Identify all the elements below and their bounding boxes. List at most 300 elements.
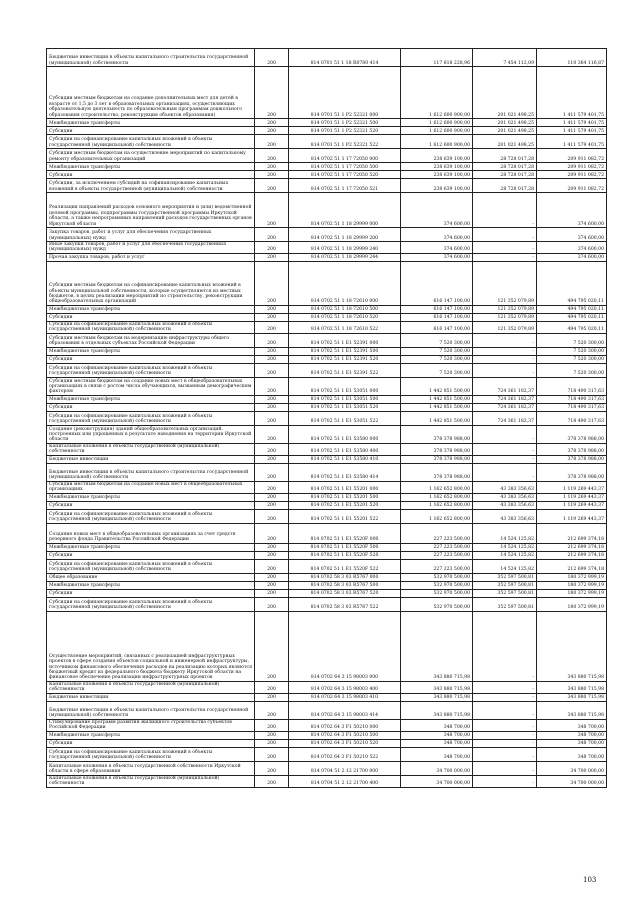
row-unexecuted-amount-cell: 212 699 374,18: [537, 543, 607, 551]
row-executed-amount-cell: -: [473, 455, 537, 463]
row-executed-amount-cell: 121 352 079,89: [473, 261, 537, 305]
row-approved-amount-cell: 348 700,00: [401, 747, 473, 761]
row-classification-code-cell: 814 0702 58 3 03 R5767 500: [289, 581, 401, 589]
table-row: [47, 228, 607, 242]
row-unexecuted-amount-cell: 718 490 317,63: [537, 403, 607, 411]
row-unexecuted-amount-cell: 718 490 317,63: [537, 411, 607, 425]
row-approved-amount-cell: 238 639 100,00: [401, 171, 473, 179]
row-line-code-cell: 200: [255, 149, 289, 163]
row-name-cell: Субсидии на софинансирование капитальных вложений в объекты государственной (муниципальной) собственности: [47, 363, 255, 377]
row-line-code-cell: 200: [255, 611, 289, 681]
row-name-cell: Субсидии: [47, 403, 255, 411]
table-row: [47, 127, 607, 135]
row-classification-code-cell: 814 0702 51 1 18 72610 520: [289, 313, 401, 321]
row-classification-code-cell: 814 0701 51 1 18 R0780 414: [289, 49, 401, 67]
row-approved-amount-cell: 532 970 500,00: [401, 597, 473, 611]
row-classification-code-cell: 814 0702 51 1 18 29999 244: [289, 253, 401, 261]
row-executed-amount-cell: -: [473, 739, 537, 747]
row-executed-amount-cell: 724 361 182,37: [473, 377, 537, 395]
row-name-cell: Бюджетные инвестиции в объекты капитального строительства государственной (муниципальной) собственности: [47, 701, 255, 719]
row-classification-code-cell: 814 0702 51 1 18 29999 000: [289, 193, 401, 228]
row-line-code-cell: 200: [255, 355, 289, 363]
row-approved-amount-cell: 238 639 100,00: [401, 179, 473, 193]
row-name-cell: Субсидии: [47, 171, 255, 179]
row-classification-code-cell: 814 0702 64 3 15 98003 400: [289, 681, 401, 693]
row-classification-code-cell: 814 0702 51 1 17 72050 521: [289, 179, 401, 193]
table-row: [47, 411, 607, 425]
row-classification-code-cell: 814 0702 51 1 E1 53580 400: [289, 443, 401, 455]
row-approved-amount-cell: 348 700,00: [401, 731, 473, 739]
table-row: [47, 573, 607, 581]
row-unexecuted-amount-cell: 378 378 988,00: [537, 463, 607, 481]
table-row: [47, 425, 607, 443]
row-executed-amount-cell: -: [473, 253, 537, 261]
row-name-cell: Бюджетные инвестиции в объекты капитального строительства государственной (муниципальной) собственности: [47, 49, 255, 67]
row-unexecuted-amount-cell: 1 119 269 443,37: [537, 509, 607, 523]
row-unexecuted-amount-cell: 374 600,00: [537, 253, 607, 261]
row-executed-amount-cell: 28 728 017,28: [473, 171, 537, 179]
table-row: [47, 559, 607, 573]
row-name-cell: Стимулирование программ развития жилищного строительства субъектов Российской Федерации: [47, 719, 255, 731]
row-line-code-cell: 200: [255, 581, 289, 589]
row-executed-amount-cell: 724 361 182,37: [473, 395, 537, 403]
row-classification-code-cell: 814 0702 51 1 E1 52391 520: [289, 355, 401, 363]
row-approved-amount-cell: 1 612 600 900,00: [401, 127, 473, 135]
table-row: [47, 67, 607, 119]
row-name-cell: Субсидии: [47, 739, 255, 747]
row-name-cell: Субсидии на софинансирование капитальных вложений в объекты государственной (муниципальной) собственности: [47, 559, 255, 573]
row-name-cell: Межбюджетные трансферты: [47, 347, 255, 355]
row-executed-amount-cell: 724 361 182,37: [473, 411, 537, 425]
table-row: [47, 501, 607, 509]
row-classification-code-cell: 814 0702 51 1 E1 55201 000: [289, 481, 401, 493]
row-executed-amount-cell: 352 597 500,81: [473, 589, 537, 597]
row-classification-code-cell: 814 0702 58 3 03 R5767 520: [289, 589, 401, 597]
row-classification-code-cell: 814 0702 51 1 E1 53051 522: [289, 411, 401, 425]
row-unexecuted-amount-cell: 7 520 300,00: [537, 355, 607, 363]
row-unexecuted-amount-cell: 348 700,00: [537, 731, 607, 739]
table-row: [47, 313, 607, 321]
row-name-cell: Субсидии: [47, 355, 255, 363]
table-row: [47, 171, 607, 179]
table-row: [47, 719, 607, 731]
row-approved-amount-cell: 34 700 000,00: [401, 761, 473, 775]
row-unexecuted-amount-cell: 494 795 020,11: [537, 313, 607, 321]
row-unexecuted-amount-cell: 110 364 116,87: [537, 49, 607, 67]
table-row: [47, 193, 607, 228]
row-line-code-cell: 200: [255, 589, 289, 597]
row-executed-amount-cell: 28 728 017,28: [473, 179, 537, 193]
table-row: [47, 611, 607, 681]
row-name-cell: Межбюджетные трансферты: [47, 305, 255, 313]
row-classification-code-cell: 814 0701 51 1 P2 52321 000: [289, 67, 401, 119]
row-line-code-cell: 200: [255, 347, 289, 355]
table-row: [47, 377, 607, 395]
row-classification-code-cell: 814 0702 51 1 E1 53051 000: [289, 377, 401, 395]
row-unexecuted-amount-cell: 494 795 020,11: [537, 261, 607, 305]
row-name-cell: Межбюджетные трансферты: [47, 543, 255, 551]
row-line-code-cell: 200: [255, 171, 289, 179]
row-approved-amount-cell: 343 880 715,98: [401, 701, 473, 719]
row-executed-amount-cell: 352 597 500,81: [473, 581, 537, 589]
row-line-code-cell: 200: [255, 559, 289, 573]
row-approved-amount-cell: 1 612 600 900,00: [401, 135, 473, 149]
row-name-cell: Субсидии местным бюджетам на осуществление мероприятий по капитальному ремонту образовательных организаций: [47, 149, 255, 163]
row-name-cell: Субсидии: [47, 551, 255, 559]
row-classification-code-cell: 814 0702 64 3 15 98003 410: [289, 693, 401, 701]
table-row: [47, 455, 607, 463]
row-approved-amount-cell: 378 378 988,00: [401, 425, 473, 443]
row-executed-amount-cell: -: [473, 701, 537, 719]
row-classification-code-cell: 814 0702 51 1 E1 55201 520: [289, 501, 401, 509]
row-classification-code-cell: 814 0704 51 2 12 21700 400: [289, 775, 401, 787]
row-classification-code-cell: 814 0702 64 3 F1 50210 000: [289, 719, 401, 731]
row-unexecuted-amount-cell: 348 700,00: [537, 747, 607, 761]
row-executed-amount-cell: -: [473, 775, 537, 787]
row-approved-amount-cell: 227 223 500,00: [401, 543, 473, 551]
row-unexecuted-amount-cell: 494 795 020,11: [537, 305, 607, 313]
row-line-code-cell: 200: [255, 597, 289, 611]
row-name-cell: Межбюджетные трансферты: [47, 581, 255, 589]
table-row: [47, 49, 607, 67]
table-row: [47, 135, 607, 149]
row-line-code-cell: 200: [255, 731, 289, 739]
row-line-code-cell: 200: [255, 719, 289, 731]
row-approved-amount-cell: 117 818 228,96: [401, 49, 473, 67]
table-row: [47, 693, 607, 701]
row-name-cell: Прочая закупка товаров, работ и услуг: [47, 253, 255, 261]
row-approved-amount-cell: 1 162 652 800,00: [401, 493, 473, 501]
row-executed-amount-cell: -: [473, 693, 537, 701]
row-name-cell: Субсидии местным бюджетам на создание новых мест в общеобразовательных организациях: [47, 481, 255, 493]
row-name-cell: Субсидии на софинансирование капитальных вложений в объекты государственной (муниципальной) собственности: [47, 411, 255, 425]
row-name-cell: Капитальные вложения в объекты государственной собственности Иркутской области в сфере образования: [47, 761, 255, 775]
row-classification-code-cell: 814 0702 51 1 E1 55201 522: [289, 509, 401, 523]
row-approved-amount-cell: 1 162 652 800,00: [401, 481, 473, 493]
row-classification-code-cell: 814 0702 51 1 E1 52391 000: [289, 333, 401, 347]
row-classification-code-cell: 814 0702 64 3 15 98003 000: [289, 611, 401, 681]
row-name-cell: Реализация направлений расходов основного мероприятия и (или) ведомственной целевой программы, подпрограммы государственной программы Иркутской области, а также непрограммных направлений расходов государственных органов Иркутской области: [47, 193, 255, 228]
row-approved-amount-cell: 616 147 100,00: [401, 305, 473, 313]
row-approved-amount-cell: 378 378 988,00: [401, 443, 473, 455]
row-name-cell: Межбюджетные трансферты: [47, 731, 255, 739]
row-name-cell: Капитальные вложения в объекты государственной (муниципальной) собственности: [47, 681, 255, 693]
row-classification-code-cell: 814 0702 51 1 E1 5520F 522: [289, 559, 401, 573]
row-unexecuted-amount-cell: 1 411 579 401,75: [537, 119, 607, 127]
row-line-code-cell: 200: [255, 49, 289, 67]
row-name-cell: Субсидии на софинансирование капитальных вложений в объекты государственной (муниципальной) собственности: [47, 321, 255, 333]
row-approved-amount-cell: 34 700 000,00: [401, 775, 473, 787]
table-row: [47, 333, 607, 347]
row-name-cell: Субсидии, за исключением субсидий на софинансирование капитальных вложений в объекты государственной (муниципальной) собственности: [47, 179, 255, 193]
row-executed-amount-cell: -: [473, 193, 537, 228]
row-name-cell: Создание новых мест в общеобразовательных организациях за счет средств резервного фонда Правительства Российской Федерации: [47, 523, 255, 543]
row-classification-code-cell: 814 0701 51 1 P2 52321 520: [289, 127, 401, 135]
row-line-code-cell: 200: [255, 509, 289, 523]
row-unexecuted-amount-cell: 378 378 988,00: [537, 455, 607, 463]
table-row: [47, 739, 607, 747]
row-classification-code-cell: 814 0702 51 1 E1 5520F 520: [289, 551, 401, 559]
row-classification-code-cell: 814 0702 58 3 03 R5767 522: [289, 597, 401, 611]
row-name-cell: Бюджетные инвестиции: [47, 455, 255, 463]
row-unexecuted-amount-cell: 34 700 000,00: [537, 761, 607, 775]
row-name-cell: Межбюджетные трансферты: [47, 119, 255, 127]
budget-table: [46, 48, 607, 788]
row-approved-amount-cell: 343 880 715,98: [401, 693, 473, 701]
table-row: [47, 589, 607, 597]
row-executed-amount-cell: 121 352 079,89: [473, 321, 537, 333]
table-row: [47, 179, 607, 193]
table-row: [47, 747, 607, 761]
row-executed-amount-cell: -: [473, 355, 537, 363]
row-classification-code-cell: 814 0702 51 1 E1 53580 000: [289, 425, 401, 443]
row-executed-amount-cell: 724 361 182,37: [473, 403, 537, 411]
row-unexecuted-amount-cell: 7 520 300,00: [537, 333, 607, 347]
row-executed-amount-cell: -: [473, 425, 537, 443]
row-line-code-cell: 200: [255, 761, 289, 775]
row-classification-code-cell: 814 0702 51 1 E1 53580 414: [289, 463, 401, 481]
row-line-code-cell: 200: [255, 179, 289, 193]
row-classification-code-cell: 814 0701 51 1 P2 52321 500: [289, 119, 401, 127]
row-approved-amount-cell: 1 612 600 900,00: [401, 67, 473, 119]
table-row: [47, 701, 607, 719]
row-approved-amount-cell: 1 162 652 800,00: [401, 509, 473, 523]
row-executed-amount-cell: -: [473, 747, 537, 761]
row-executed-amount-cell: -: [473, 719, 537, 731]
row-classification-code-cell: 814 0702 51 1 E1 55201 500: [289, 493, 401, 501]
table-row: [47, 149, 607, 163]
row-unexecuted-amount-cell: 374 600,00: [537, 242, 607, 254]
row-classification-code-cell: 814 0702 51 1 18 72610 500: [289, 305, 401, 313]
row-line-code-cell: 200: [255, 543, 289, 551]
row-unexecuted-amount-cell: 212 699 374,18: [537, 551, 607, 559]
row-classification-code-cell: 814 0702 51 1 E1 53051 500: [289, 395, 401, 403]
row-name-cell: Субсидии на софинансирование капитальных вложений в объекты государственной (муниципальной) собственности: [47, 747, 255, 761]
row-name-cell: Субсидии на софинансирование капитальных вложений в объекты государственной (муниципальной) собственности: [47, 509, 255, 523]
row-line-code-cell: 200: [255, 701, 289, 719]
row-approved-amount-cell: 343 880 715,98: [401, 611, 473, 681]
row-classification-code-cell: 814 0702 51 1 18 72610 000: [289, 261, 401, 305]
table-row: [47, 242, 607, 254]
row-executed-amount-cell: -: [473, 347, 537, 355]
row-line-code-cell: 200: [255, 313, 289, 321]
row-approved-amount-cell: 374 600,00: [401, 253, 473, 261]
row-name-cell: Межбюджетные трансферты: [47, 395, 255, 403]
row-approved-amount-cell: 1 442 851 500,00: [401, 403, 473, 411]
row-classification-code-cell: 814 0702 51 1 E1 53051 520: [289, 403, 401, 411]
row-classification-code-cell: 814 0702 51 1 E1 52391 500: [289, 347, 401, 355]
row-name-cell: Межбюджетные трансферты: [47, 493, 255, 501]
row-approved-amount-cell: 374 600,00: [401, 193, 473, 228]
row-approved-amount-cell: 238 639 100,00: [401, 149, 473, 163]
table-row: [47, 395, 607, 403]
row-executed-amount-cell: -: [473, 761, 537, 775]
row-unexecuted-amount-cell: 343 880 715,98: [537, 693, 607, 701]
row-line-code-cell: 200: [255, 681, 289, 693]
row-name-cell: Закупка товаров, работ и услуг для обеспечения государственных (муниципальных) нужд: [47, 228, 255, 242]
row-classification-code-cell: 814 0702 51 1 E1 53580 410: [289, 455, 401, 463]
row-unexecuted-amount-cell: 1 119 269 443,37: [537, 493, 607, 501]
row-executed-amount-cell: -: [473, 333, 537, 347]
row-name-cell: Общее образование: [47, 573, 255, 581]
row-line-code-cell: 200: [255, 493, 289, 501]
row-executed-amount-cell: 14 524 125,82: [473, 523, 537, 543]
row-line-code-cell: 200: [255, 481, 289, 493]
row-line-code-cell: 200: [255, 228, 289, 242]
row-approved-amount-cell: 1 612 600 900,00: [401, 119, 473, 127]
table-row: [47, 761, 607, 775]
row-executed-amount-cell: 352 597 500,81: [473, 597, 537, 611]
row-name-cell: Субсидии на софинансирование капитальных вложений в объекты государственной (муниципальной) собственности: [47, 597, 255, 611]
table-row: [47, 253, 607, 261]
row-approved-amount-cell: 348 700,00: [401, 739, 473, 747]
row-line-code-cell: 200: [255, 321, 289, 333]
row-classification-code-cell: 814 0702 51 1 E1 5520F 000: [289, 523, 401, 543]
row-name-cell: Капитальные вложения в объекты государственной (муниципальной) собственности: [47, 443, 255, 455]
row-name-cell: Субсидии: [47, 501, 255, 509]
row-executed-amount-cell: 201 021 498,25: [473, 67, 537, 119]
row-line-code-cell: 200: [255, 775, 289, 787]
row-unexecuted-amount-cell: 374 600,00: [537, 193, 607, 228]
row-executed-amount-cell: 43 383 356,63: [473, 509, 537, 523]
row-name-cell: Субсидии местным бюджетам на софинансирование капитальных вложений в объекты муниципальной собственности, которые осуществляются из местных бюджетов, в целях реализации мероприятий по строительству, реконструкции общеобразовательных организаций: [47, 261, 255, 305]
row-line-code-cell: 200: [255, 242, 289, 254]
table-row: [47, 163, 607, 171]
row-name-cell: Создание (реконструкция) зданий общеобразовательных организаций, построенных или упрощенных в результате наводнения на территории Иркутской области: [47, 425, 255, 443]
row-name-cell: Субсидии местным бюджетам на модернизацию инфраструктуры общего образования в отдельных субъектах Российской Федерации: [47, 333, 255, 347]
row-line-code-cell: 200: [255, 693, 289, 701]
row-line-code-cell: 200: [255, 395, 289, 403]
row-classification-code-cell: 814 0702 64 3 F1 50210 520: [289, 739, 401, 747]
row-classification-code-cell: 814 0702 51 1 18 29999 200: [289, 228, 401, 242]
row-approved-amount-cell: 227 223 500,00: [401, 523, 473, 543]
row-line-code-cell: 200: [255, 377, 289, 395]
row-line-code-cell: 200: [255, 127, 289, 135]
row-name-cell: Капитальные вложения в объекты государственной (муниципальной) собственности: [47, 775, 255, 787]
row-executed-amount-cell: -: [473, 242, 537, 254]
row-unexecuted-amount-cell: 180 372 999,19: [537, 589, 607, 597]
row-approved-amount-cell: 374 600,00: [401, 228, 473, 242]
row-classification-code-cell: 814 0702 64 3 F1 50210 500: [289, 731, 401, 739]
table-row: [47, 443, 607, 455]
row-classification-code-cell: 814 0702 64 3 F1 50210 522: [289, 747, 401, 761]
row-approved-amount-cell: 7 520 300,00: [401, 347, 473, 355]
row-executed-amount-cell: 14 524 125,82: [473, 543, 537, 551]
row-line-code-cell: 200: [255, 523, 289, 543]
row-name-cell: Субсидии на софинансирование капитальных вложений в объекты государственной (муниципальной) собственности: [47, 135, 255, 149]
row-classification-code-cell: 814 0702 51 1 17 72050 500: [289, 163, 401, 171]
table-row: [47, 543, 607, 551]
table-row: [47, 355, 607, 363]
row-approved-amount-cell: 343 880 715,98: [401, 681, 473, 693]
page-number: 103: [583, 876, 597, 884]
table-row: [47, 363, 607, 377]
row-classification-code-cell: 814 0704 51 2 12 21700 000: [289, 761, 401, 775]
row-unexecuted-amount-cell: 7 520 300,00: [537, 347, 607, 355]
row-executed-amount-cell: 14 524 125,82: [473, 551, 537, 559]
row-executed-amount-cell: -: [473, 228, 537, 242]
row-executed-amount-cell: 28 728 017,28: [473, 149, 537, 163]
row-unexecuted-amount-cell: 212 699 374,18: [537, 523, 607, 543]
row-line-code-cell: 200: [255, 551, 289, 559]
row-executed-amount-cell: 43 383 356,63: [473, 493, 537, 501]
row-executed-amount-cell: 121 352 079,89: [473, 305, 537, 313]
row-approved-amount-cell: 374 600,00: [401, 242, 473, 254]
row-classification-code-cell: 814 0702 64 3 15 98003 414: [289, 701, 401, 719]
row-classification-code-cell: 814 0701 51 1 P2 52321 522: [289, 135, 401, 149]
row-unexecuted-amount-cell: 348 700,00: [537, 739, 607, 747]
row-line-code-cell: 200: [255, 747, 289, 761]
row-line-code-cell: 200: [255, 573, 289, 581]
row-unexecuted-amount-cell: 343 880 715,98: [537, 681, 607, 693]
row-classification-code-cell: 814 0702 51 1 E1 52391 522: [289, 363, 401, 377]
row-unexecuted-amount-cell: 378 378 988,00: [537, 425, 607, 443]
row-unexecuted-amount-cell: 343 880 715,98: [537, 611, 607, 681]
row-approved-amount-cell: 616 147 100,00: [401, 321, 473, 333]
row-classification-code-cell: 814 0702 58 3 03 R5767 000: [289, 573, 401, 581]
row-line-code-cell: 200: [255, 363, 289, 377]
row-approved-amount-cell: 1 162 652 800,00: [401, 501, 473, 509]
row-unexecuted-amount-cell: 7 520 300,00: [537, 363, 607, 377]
row-line-code-cell: 200: [255, 403, 289, 411]
table-row: [47, 119, 607, 127]
row-unexecuted-amount-cell: 209 911 082,72: [537, 171, 607, 179]
row-line-code-cell: 200: [255, 739, 289, 747]
table-row: [47, 463, 607, 481]
row-unexecuted-amount-cell: 718 490 317,63: [537, 377, 607, 395]
row-executed-amount-cell: 201 021 498,25: [473, 135, 537, 149]
row-approved-amount-cell: 1 442 851 500,00: [401, 395, 473, 403]
row-executed-amount-cell: 201 021 498,25: [473, 119, 537, 127]
row-name-cell: Субсидии: [47, 127, 255, 135]
row-approved-amount-cell: 1 442 851 500,00: [401, 377, 473, 395]
budget-table-body: [47, 49, 607, 788]
row-line-code-cell: 200: [255, 501, 289, 509]
row-classification-code-cell: 814 0702 51 1 17 72050 520: [289, 171, 401, 179]
row-executed-amount-cell: 28 728 017,28: [473, 163, 537, 171]
row-approved-amount-cell: 7 520 300,00: [401, 333, 473, 347]
row-approved-amount-cell: 378 378 988,00: [401, 455, 473, 463]
table-row: [47, 403, 607, 411]
table-row: [47, 305, 607, 313]
row-name-cell: Субсидии местным бюджетам на создание дополнительных мест для детей в возрасте от 1,5 до 3 лет в образовательных организациях, осуществляющих образовательную деятельность по образовательным программам дошкольного образования (строительство, реконструкция объектов образования): [47, 67, 255, 119]
row-unexecuted-amount-cell: 348 700,00: [537, 719, 607, 731]
row-executed-amount-cell: -: [473, 463, 537, 481]
row-line-code-cell: 200: [255, 455, 289, 463]
row-approved-amount-cell: 227 223 500,00: [401, 551, 473, 559]
row-unexecuted-amount-cell: 1 119 269 443,37: [537, 481, 607, 493]
row-name-cell: Субсидии: [47, 589, 255, 597]
table-row: [47, 347, 607, 355]
row-unexecuted-amount-cell: 343 880 715,98: [537, 701, 607, 719]
row-unexecuted-amount-cell: 209 911 082,72: [537, 149, 607, 163]
row-approved-amount-cell: 227 223 500,00: [401, 559, 473, 573]
row-executed-amount-cell: 7 454 112,09: [473, 49, 537, 67]
row-executed-amount-cell: 14 524 125,82: [473, 559, 537, 573]
row-classification-code-cell: 814 0702 51 1 E1 5520F 500: [289, 543, 401, 551]
row-executed-amount-cell: 201 021 498,25: [473, 127, 537, 135]
row-line-code-cell: 200: [255, 443, 289, 455]
row-approved-amount-cell: 7 520 300,00: [401, 355, 473, 363]
row-approved-amount-cell: 238 639 100,00: [401, 163, 473, 171]
row-unexecuted-amount-cell: 1 411 579 401,75: [537, 67, 607, 119]
row-name-cell: Иные закупки товаров, работ и услуг для обеспечения государственных (муниципальных) нужд: [47, 242, 255, 254]
row-approved-amount-cell: 378 378 988,00: [401, 463, 473, 481]
table-row: [47, 493, 607, 501]
row-line-code-cell: 200: [255, 253, 289, 261]
row-executed-amount-cell: 43 383 356,63: [473, 481, 537, 493]
row-executed-amount-cell: -: [473, 443, 537, 455]
